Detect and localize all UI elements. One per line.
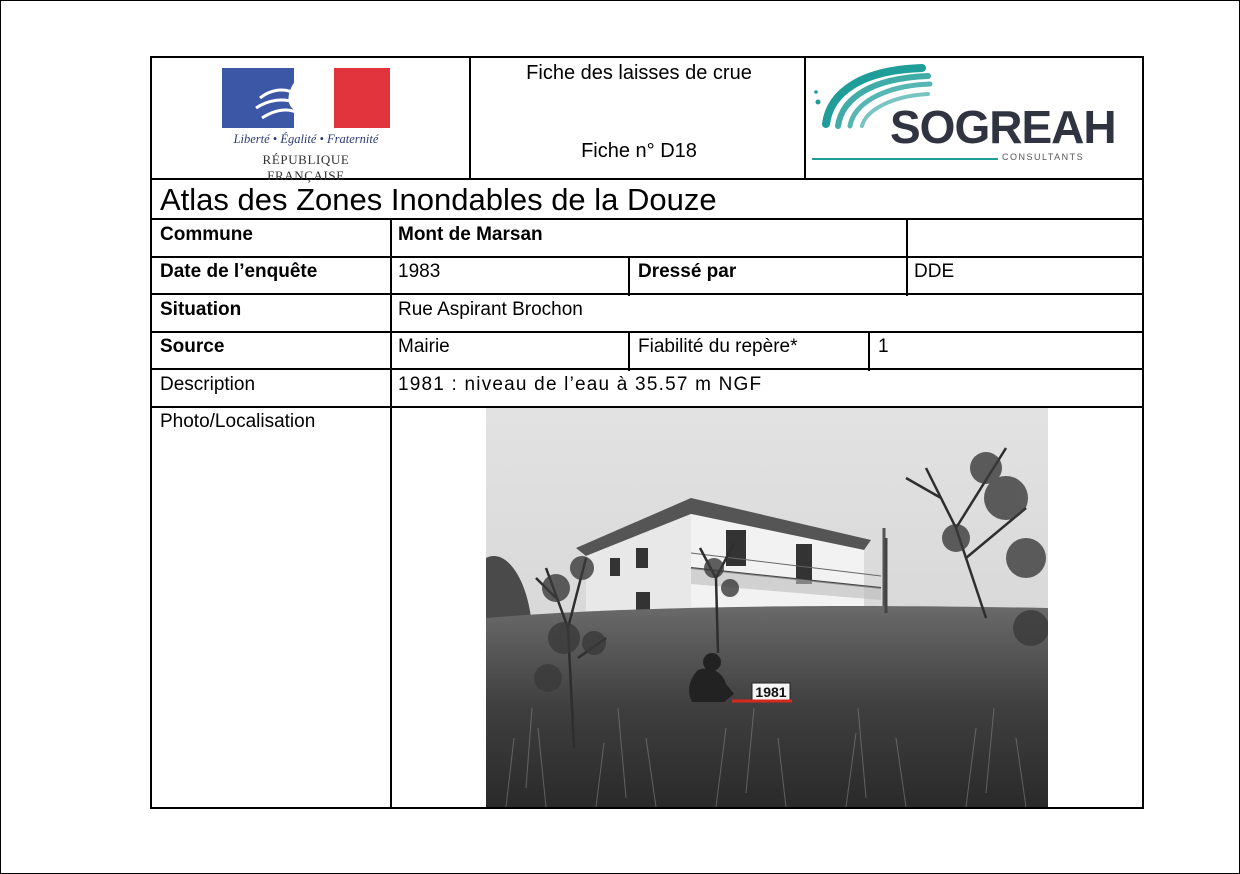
commune-label: Commune	[160, 224, 253, 245]
row-line-1	[152, 256, 1142, 258]
sogreah-logo	[812, 62, 1116, 174]
atlas-bottom-line	[152, 218, 1142, 220]
republique-francaise-logo	[222, 66, 394, 183]
dresse-divider	[906, 256, 908, 296]
sheet-title: Fiche des laisses de crue	[526, 62, 752, 84]
commune-extra-divider	[906, 218, 908, 258]
date-label: Date de l’enquête	[160, 261, 318, 282]
sogreah-name: SOGREAH	[890, 101, 1116, 153]
situation-label: Situation	[160, 299, 242, 320]
row-line-2	[152, 293, 1142, 295]
source-label: Source	[160, 336, 225, 357]
photo-illustration	[486, 408, 1048, 807]
source-value: Mairie	[398, 336, 450, 357]
date-value: 1983	[398, 261, 441, 282]
logo-country: RÉPUBLIQUE FRANÇAISE	[262, 152, 350, 183]
flood-mark-photo	[486, 408, 1048, 807]
fiabilite-divider	[868, 331, 870, 371]
description-value: 1981 : niveau de l’eau à 35.57 m NGF	[398, 374, 763, 395]
dresse-label: Dressé par	[638, 261, 737, 282]
photo-label: Photo/Localisation	[160, 411, 316, 432]
commune-value: Mont de Marsan	[398, 224, 543, 245]
flood-marker-label: 1981	[755, 684, 787, 700]
fiabilite-label: Fiabilité du repère*	[638, 336, 798, 357]
description-label: Description	[160, 374, 256, 395]
sogreah-tagline: CONSULTANTS	[1002, 152, 1085, 162]
logo-motto: Liberté • Égalité • Fraternité	[233, 132, 379, 146]
dresse-value: DDE	[914, 261, 955, 282]
flood-record-sheet	[150, 56, 1144, 809]
row-line-4	[152, 368, 1142, 370]
fiche-number: Fiche n° D18	[581, 140, 697, 162]
marianne-profile-icon	[252, 68, 352, 128]
row-line-3	[152, 331, 1142, 333]
fiabilite-value: 1	[878, 336, 889, 357]
header-divider-left	[469, 58, 471, 180]
situation-value: Rue Aspirant Brochon	[398, 299, 583, 320]
atlas-title: Atlas des Zones Inondables de la Douze	[160, 182, 717, 217]
label-column-divider	[390, 218, 392, 807]
source-divider	[628, 331, 630, 371]
date-divider	[628, 256, 630, 296]
sogreah-underline	[812, 158, 998, 160]
